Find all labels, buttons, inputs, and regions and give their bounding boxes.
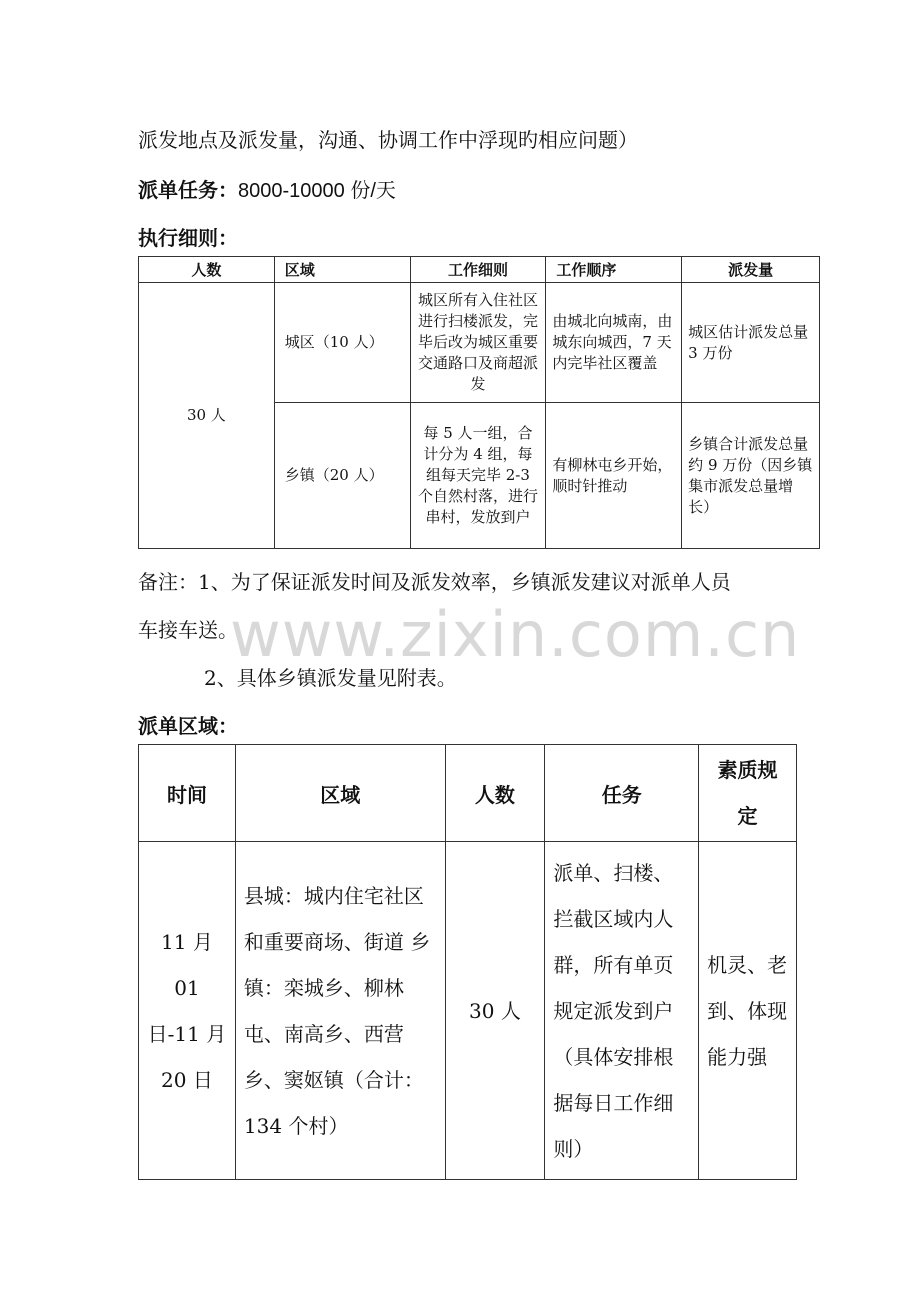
volume-cell: 城区估计派发总量 3 万份 — [682, 283, 820, 403]
watermark: www.zixin.com.cn — [230, 598, 801, 671]
area-heading: 派单区域： — [138, 714, 238, 738]
header-task: 任务 — [545, 745, 699, 842]
task-value: 8000-10000 份/天 — [238, 180, 396, 202]
header-volume: 派发量 — [682, 257, 820, 283]
note-item-1b: 车接车送。 — [138, 618, 238, 642]
area-table — [138, 744, 797, 1180]
table-row — [139, 842, 797, 1180]
intro-tail-text: 派发地点及派发量，沟通、协调工作中浮现旳相应问题） — [138, 128, 638, 152]
order-cell: 有柳林屯乡开始，顺时针推动 — [546, 403, 682, 549]
area-cell: 乡镇（20 人） — [274, 403, 410, 549]
region-cell: 县城：城内住宅社区和重要商场、街道 乡镇：栾城乡、柳林屯、南高乡、西营乡、窦妪镇（合计：134 个村） — [235, 842, 445, 1180]
rules-table-header-row — [139, 257, 820, 283]
header-people: 人数 — [139, 257, 275, 283]
people-cell: 30 人 — [139, 283, 275, 549]
rules-table — [138, 256, 820, 549]
volume-cell: 乡镇合计派发总量约 9 万份（因乡镇集市派发总量增长） — [682, 403, 820, 549]
detail-cell: 每 5 人一组，合计分为 4 组，每组每天完毕 2-3 个自然村落，进行串村，发放到户 — [410, 403, 546, 549]
area-cell: 城区（10 人） — [274, 283, 410, 403]
header-region: 区域 — [235, 745, 445, 842]
notes-line-1 — [138, 566, 731, 595]
note-item-2: 2、具体乡镇派发量见附表。 — [204, 666, 457, 690]
header-detail: 工作细则 — [410, 257, 546, 283]
notes-label: 备注： — [138, 570, 198, 594]
quality-cell: 机灵、老到、体现能力强 — [699, 842, 797, 1180]
header-order: 工作顺序 — [546, 257, 682, 283]
header-area: 区域 — [274, 257, 410, 283]
rules-heading: 执行细则： — [138, 226, 238, 250]
header-time: 时间 — [139, 745, 236, 842]
header-quality: 素质规定 — [699, 745, 797, 842]
area-table-header-row — [139, 745, 797, 842]
task-cell: 派单、扫楼、拦截区域内人群，所有单页规定派发到户（具体安排根据每日工作细则） — [545, 842, 699, 1180]
table-row — [139, 283, 820, 403]
order-cell: 由城北向城南，由城东向城西，7 天内完毕社区覆盖 — [546, 283, 682, 403]
time-cell: 11 月 01 日-11 月 20 日 — [139, 842, 236, 1180]
task-label: 派单任务： — [138, 178, 238, 202]
detail-cell: 城区所有入住社区进行扫楼派发，完毕后改为城区重要交通路口及商超派发 — [410, 283, 546, 403]
header-headcount: 人数 — [445, 745, 545, 842]
note-item-1a: 1、为了保证派发时间及派发效率，乡镇派发建议对派单人员 — [198, 570, 731, 594]
task-line — [138, 174, 396, 203]
headcount-cell: 30 人 — [445, 842, 545, 1180]
